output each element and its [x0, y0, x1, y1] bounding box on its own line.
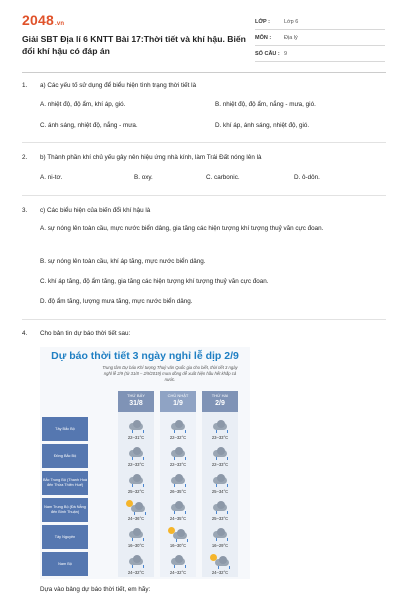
meta-key: LỚP :	[255, 18, 270, 25]
temperature: 22–33°C	[169, 462, 187, 467]
temperature: 16–30°C	[169, 543, 187, 548]
option-d[interactable]: D. độ ẩm tăng, lượng mưa tăng, mực nước biển dâng.	[40, 298, 193, 305]
temperature: 25–34°C	[211, 489, 229, 494]
meta-row-class	[255, 14, 385, 30]
question-number: 4.	[22, 330, 28, 337]
day-date: 1/9	[173, 400, 183, 407]
region-label: Bắc Trung Bộ (Thanh Hoá đến Thừa Thiên Huế)	[42, 471, 88, 495]
rain-cloud-icon	[128, 447, 144, 457]
question-text: b) Thành phần khí chủ yếu gây nên hiệu ứng nhà kính, làm Trái Đất nóng lên là	[40, 154, 262, 161]
option-b[interactable]: B. sự nóng lên toàn cầu, khí áp tăng, mực nước biển dâng.	[40, 258, 206, 265]
instruction-text: Dựa vào bảng dự báo thời tiết, em hãy:	[40, 586, 151, 593]
region-label: Tây Nguyên	[42, 525, 88, 549]
temperature: 24–32°C	[169, 570, 187, 575]
rain-cloud-icon	[128, 555, 144, 565]
rain-cloud-icon	[170, 474, 186, 484]
temperature: 22–33°C	[127, 462, 145, 467]
temperature: 16–30°C	[127, 543, 145, 548]
meta-key: SỐ CÂU :	[255, 50, 280, 57]
question-divider	[22, 195, 386, 196]
question-number: 1.	[22, 82, 28, 89]
header-divider	[22, 72, 386, 73]
logo-suffix: .vn	[54, 21, 65, 27]
option-a[interactable]: A. sự nóng lên toàn cầu, mực nước biển dâng, gia tăng các hiện tượng khí tượng thuỷ văn cực đoan.	[40, 225, 324, 232]
question-text: c) Các biểu hiện của biến đổi khí hậu là	[40, 207, 151, 214]
question-text: a) Các yếu tố sử dụng để biểu hiện tình trạng thời tiết là	[40, 82, 197, 89]
meta-value: Lớp 6	[284, 18, 299, 25]
rain-cloud-icon	[212, 447, 228, 457]
region-label: Đông Bắc Bộ	[42, 444, 88, 468]
meta-value: Địa lý	[284, 34, 298, 41]
forecast-title: Dự báo thời tiết 3 ngày nghỉ lễ dịp 2/9	[51, 350, 239, 362]
option-c[interactable]: C. carbonic.	[206, 174, 240, 181]
rain-cloud-icon	[170, 501, 186, 511]
temperature: 25–32°C	[127, 489, 145, 494]
cloud-icon	[130, 502, 146, 512]
option-c[interactable]: C. ánh sáng, nhiệt độ, nắng - mưa.	[40, 122, 138, 129]
option-a[interactable]: A. nhiệt độ, độ ẩm, khí áp, gió.	[40, 101, 126, 108]
logo-text: 2048	[22, 12, 54, 28]
region-label: Nam Bộ	[42, 552, 88, 576]
rain-cloud-icon	[170, 555, 186, 565]
option-b[interactable]: B. oxy.	[134, 174, 153, 181]
rain-cloud-icon	[128, 474, 144, 484]
temperature: 25–33°C	[211, 516, 229, 521]
day-name: THỨ BẢY	[127, 393, 145, 398]
temperature: 24–32°C	[211, 570, 229, 575]
meta-row-count	[255, 46, 385, 62]
day-name: THỨ HAI	[211, 393, 229, 398]
option-c[interactable]: C. khí áp tăng, độ ẩm tăng, gia tăng các hiện tượng khí tượng thuỷ văn cực đoan.	[40, 278, 269, 285]
temperature: 22–33°C	[211, 462, 229, 467]
option-d[interactable]: D. ô-dôn.	[294, 174, 320, 181]
day-date: 31/8	[129, 400, 143, 407]
option-a[interactable]: A. ni-tơ.	[40, 174, 63, 181]
forecast-subtitle: Trung tâm Dự báo Khí tượng Thuỷ văn Quốc gia cho biết, thời tiết 3 ngày nghỉ lễ 2/9 (từ 31/8 – 2/9/2019) mưa dông dễ xuất hiện hầu hết khắp cả nước.	[102, 365, 238, 382]
temperature: 22–31°C	[127, 435, 145, 440]
rain-cloud-icon	[170, 420, 186, 430]
temperature: 16–29°C	[211, 543, 229, 548]
temperature: 24–35°C	[169, 516, 187, 521]
rain-cloud-icon	[128, 420, 144, 430]
meta-row-subject	[255, 30, 385, 46]
cloud-icon	[214, 556, 230, 566]
rain-cloud-icon	[212, 474, 228, 484]
option-b[interactable]: B. nhiệt độ, độ ẩm, nắng - mưa, gió.	[215, 101, 316, 108]
rain-cloud-icon	[212, 420, 228, 430]
option-d[interactable]: D. khí áp, ánh sáng, nhiệt độ, gió.	[215, 122, 310, 129]
temperature: 26–35°C	[169, 489, 187, 494]
question-number: 3.	[22, 207, 28, 214]
meta-value: 9	[284, 50, 288, 57]
question-number: 2.	[22, 154, 28, 161]
weather-forecast-image	[40, 347, 250, 579]
cloud-icon	[172, 529, 188, 539]
region-label: Nam Trung Bộ (Đà Nẵng đến Bình Thuận)	[42, 498, 88, 522]
temperature: 23–33°C	[211, 435, 229, 440]
question-divider	[22, 142, 386, 143]
day-name: CHỦ NHẬT	[167, 393, 189, 398]
site-logo[interactable]	[22, 12, 64, 28]
meta-key: MÔN :	[255, 34, 272, 41]
region-label: Tây Bắc Bộ	[42, 417, 88, 441]
rain-cloud-icon	[170, 447, 186, 457]
question-divider	[22, 319, 386, 320]
document-title: Giải SBT Địa lí 6 KNTT Bài 17:Thời tiết và khí hậu. Biến đổi khí hậu có đáp án	[22, 34, 246, 56]
temperature: 24–32°C	[127, 570, 145, 575]
meta-info	[255, 14, 385, 62]
temperature: 24–36°C	[127, 516, 145, 521]
day-date: 2/9	[215, 400, 225, 407]
rain-cloud-icon	[212, 528, 228, 538]
rain-cloud-icon	[128, 528, 144, 538]
rain-cloud-icon	[212, 501, 228, 511]
temperature: 22–32°C	[169, 435, 187, 440]
question-text: Cho bản tin dự báo thời tiết sau:	[40, 330, 131, 337]
